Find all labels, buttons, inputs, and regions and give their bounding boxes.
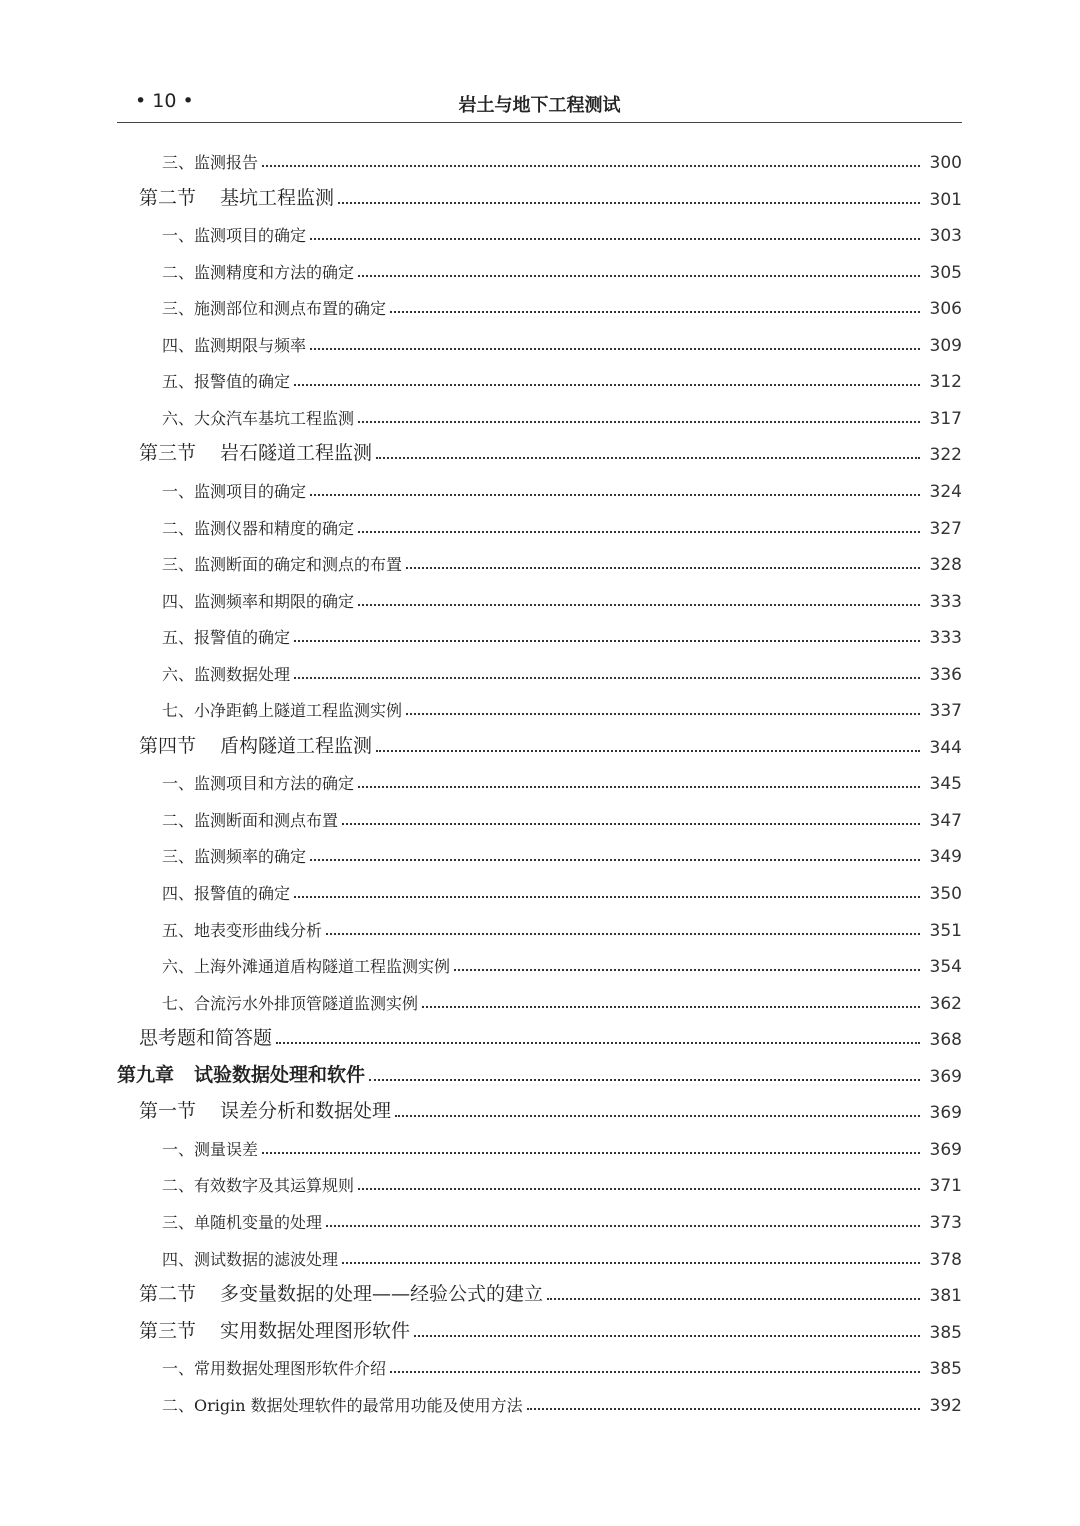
toc-entry-item	[117, 1203, 962, 1233]
toc-page-number: 333	[929, 591, 962, 612]
dot-leader	[294, 384, 920, 386]
toc-page-number: 349	[929, 847, 962, 868]
dot-leader	[358, 421, 920, 423]
toc-entry-title: 一、监测项目的确定	[162, 226, 307, 246]
toc-entry-label: 第三节	[139, 1319, 197, 1342]
toc-entry-label: 第二节	[139, 186, 197, 209]
toc-entry-title: 误差分析和数据处理	[220, 1100, 392, 1123]
toc-entry-item	[117, 253, 962, 283]
book-title: 岩土与地下工程测试	[458, 95, 621, 116]
toc-entry-title: 二、监测精度和方法的确定	[162, 262, 355, 282]
toc-entry-title: 五、报警值的确定	[162, 628, 291, 648]
toc-entry-item	[117, 1240, 962, 1270]
toc-entry-section	[117, 1276, 962, 1306]
toc-page-number: 328	[929, 555, 962, 576]
dot-leader	[422, 1006, 920, 1008]
toc-page-number: 368	[929, 1030, 962, 1051]
toc-page-number: 371	[929, 1176, 962, 1197]
toc-page-number: 301	[929, 189, 962, 210]
toc-entry-item	[117, 1349, 962, 1379]
toc-entry-title: 试验数据处理和软件	[194, 1063, 366, 1086]
toc-page-number: 336	[929, 664, 962, 685]
toc-entry-title: 实用数据处理图形软件	[220, 1319, 411, 1342]
dot-leader	[390, 1371, 920, 1373]
dot-leader	[376, 750, 920, 752]
toc-entry-section	[117, 1093, 962, 1123]
toc-page-number: 344	[929, 737, 962, 758]
dot-leader	[406, 567, 920, 569]
toc-entry-title: 三、监测报告	[162, 153, 259, 172]
toc-entry-item	[117, 1386, 962, 1416]
toc-entry-title: 七、小净距鹤上隧道工程监测实例	[162, 701, 403, 721]
toc-entry-item	[117, 216, 962, 246]
toc-entry-section	[117, 1020, 962, 1050]
toc-entry-section	[117, 180, 962, 210]
toc-entry-section	[117, 435, 962, 465]
toc-entry-label: 第四节	[139, 734, 197, 757]
toc-page-number: 333	[929, 628, 962, 649]
toc-entry-item	[117, 618, 962, 648]
toc-entry-title: 一、监测项目和方法的确定	[162, 774, 355, 794]
toc-page-number: 306	[929, 299, 962, 320]
toc-entry-title: 盾构隧道工程监测	[220, 734, 373, 757]
toc-entry-item	[117, 655, 962, 685]
dot-leader	[310, 238, 920, 240]
dot-leader	[414, 1335, 920, 1337]
toc-entry-title: 四、测试数据的滤波处理	[162, 1249, 339, 1269]
toc-page-number: 354	[929, 957, 962, 978]
toc-entry-item	[117, 1130, 962, 1160]
toc-entry-title: 一、常用数据处理图形软件介绍	[162, 1359, 387, 1379]
toc-entry-title: 六、监测数据处理	[162, 664, 291, 684]
dot-leader	[276, 1042, 920, 1044]
toc-entry-label: 第一节	[139, 1100, 197, 1123]
toc-entry-title: 三、监测断面的确定和测点的布置	[162, 555, 403, 575]
toc-entry-item	[117, 947, 962, 977]
dot-leader	[342, 823, 920, 825]
toc-entry-item	[117, 472, 962, 502]
dot-leader	[454, 969, 920, 971]
toc-page-number: 392	[929, 1395, 962, 1416]
toc-entry-item	[117, 326, 962, 356]
dot-leader	[310, 494, 920, 496]
toc-page-number: 385	[929, 1322, 962, 1343]
toc-entry-label: 第二节	[139, 1283, 197, 1306]
toc-entry-title: 二、监测断面和测点布置	[162, 810, 339, 830]
dot-leader	[326, 933, 920, 935]
toc-page-number: 305	[929, 262, 962, 283]
dot-leader	[358, 275, 920, 277]
toc-page-number: 300	[929, 153, 962, 173]
page-number: • 10 •	[135, 90, 194, 112]
dot-leader	[369, 1079, 920, 1081]
toc-entry-title: 三、施测部位和测点布置的确定	[162, 299, 387, 319]
dot-leader	[326, 1225, 920, 1227]
toc-entry-label: 第九章	[117, 1063, 175, 1086]
toc-entry-item	[117, 582, 962, 612]
dot-leader	[358, 531, 920, 533]
toc-entry-title: 七、合流污水外排顶管隧道监测实例	[162, 993, 419, 1013]
toc-entry-title: 四、监测频率和期限的确定	[162, 591, 355, 611]
toc-page-number: 345	[929, 774, 962, 795]
dot-leader	[294, 677, 920, 679]
toc-entry-label: 第三节	[139, 442, 197, 465]
toc-page-number: 337	[929, 701, 962, 722]
toc-entry-item	[117, 874, 962, 904]
toc-page-number: 324	[929, 481, 962, 502]
toc-page-number: 369	[929, 1066, 962, 1087]
toc-page-number: 381	[929, 1286, 962, 1307]
toc-page-number: 350	[929, 884, 962, 904]
toc-entry-chapter	[117, 1057, 962, 1087]
toc-entry-item	[117, 801, 962, 831]
toc-page-number: 327	[929, 518, 962, 539]
toc-entry-item	[117, 1166, 962, 1196]
toc-entry-title: 一、监测项目的确定	[162, 481, 307, 501]
toc-entry-section	[117, 1313, 962, 1343]
dot-leader	[294, 896, 920, 898]
toc-page-number: 351	[929, 920, 962, 941]
dot-leader	[310, 859, 920, 861]
toc-page-number: 373	[929, 1212, 962, 1233]
running-header	[117, 86, 962, 123]
dot-leader	[310, 348, 920, 350]
dot-leader	[262, 1152, 920, 1154]
toc-entry-title: 多变量数据的处理——经验公式的建立	[220, 1283, 544, 1306]
toc-entry-item	[117, 362, 962, 392]
toc-entry-section	[117, 728, 962, 758]
toc-entry-title: 四、报警值的确定	[162, 884, 291, 903]
toc-page-number: 362	[929, 993, 962, 1014]
dot-leader	[527, 1408, 920, 1410]
toc-entry-title: 一、测量误差	[162, 1139, 259, 1159]
dot-leader	[358, 1188, 920, 1190]
dot-leader	[376, 457, 920, 459]
dot-leader	[262, 165, 920, 167]
toc-entry-item	[117, 399, 962, 429]
toc-entry-item	[117, 289, 962, 319]
toc-page-number: 309	[929, 335, 962, 356]
dot-leader	[294, 640, 920, 642]
toc-page-number: 378	[929, 1249, 962, 1270]
toc-page-number: 317	[929, 408, 962, 429]
toc-entry-item	[117, 691, 962, 721]
toc-entry-title: 思考题和简答题	[139, 1027, 273, 1050]
toc-entry-item	[117, 764, 962, 794]
toc-page-number: 347	[929, 810, 962, 831]
toc-page-number: 312	[929, 372, 962, 393]
toc-entry-item	[117, 984, 962, 1014]
toc-entry-title: 二、有效数字及其运算规则	[162, 1176, 355, 1196]
toc-entry-title: 岩石隧道工程监测	[220, 442, 373, 465]
toc-entry-title: 五、地表变形曲线分析	[162, 920, 323, 940]
toc-entry-title: 三、单随机变量的处理	[162, 1212, 323, 1232]
toc-page-number: 369	[929, 1139, 962, 1160]
toc-entry-title: 六、上海外滩通道盾构隧道工程监测实例	[162, 957, 451, 977]
dot-leader	[547, 1298, 920, 1300]
toc-entry-title: 二、监测仪器和精度的确定	[162, 518, 355, 538]
toc-page-number: 322	[929, 445, 962, 466]
toc-page-number: 385	[929, 1359, 962, 1380]
toc-entry-item	[117, 911, 962, 941]
toc-entry-title: 三、监测频率的确定	[162, 847, 307, 867]
dot-leader	[406, 713, 920, 715]
toc-entry-title: 四、监测期限与频率	[162, 335, 307, 355]
dot-leader	[358, 786, 920, 788]
toc-entry-item	[117, 509, 962, 539]
toc-page-number: 303	[929, 226, 962, 247]
toc-entry-item	[117, 545, 962, 575]
toc-entry-title: 二、Origin 数据处理软件的最常用功能及使用方法	[162, 1395, 523, 1415]
toc-entry-title: 基坑工程监测	[220, 186, 335, 209]
toc-entry-item	[117, 143, 962, 173]
toc-entry-title: 五、报警值的确定	[162, 372, 291, 392]
toc-entry-title: 六、大众汽车基坑工程监测	[162, 408, 355, 428]
toc-entry-item	[117, 837, 962, 867]
toc-page-number: 369	[929, 1103, 962, 1124]
dot-leader	[358, 604, 920, 606]
dot-leader	[342, 1262, 920, 1264]
dot-leader	[390, 311, 920, 313]
dot-leader	[338, 202, 920, 204]
dot-leader	[395, 1115, 920, 1117]
